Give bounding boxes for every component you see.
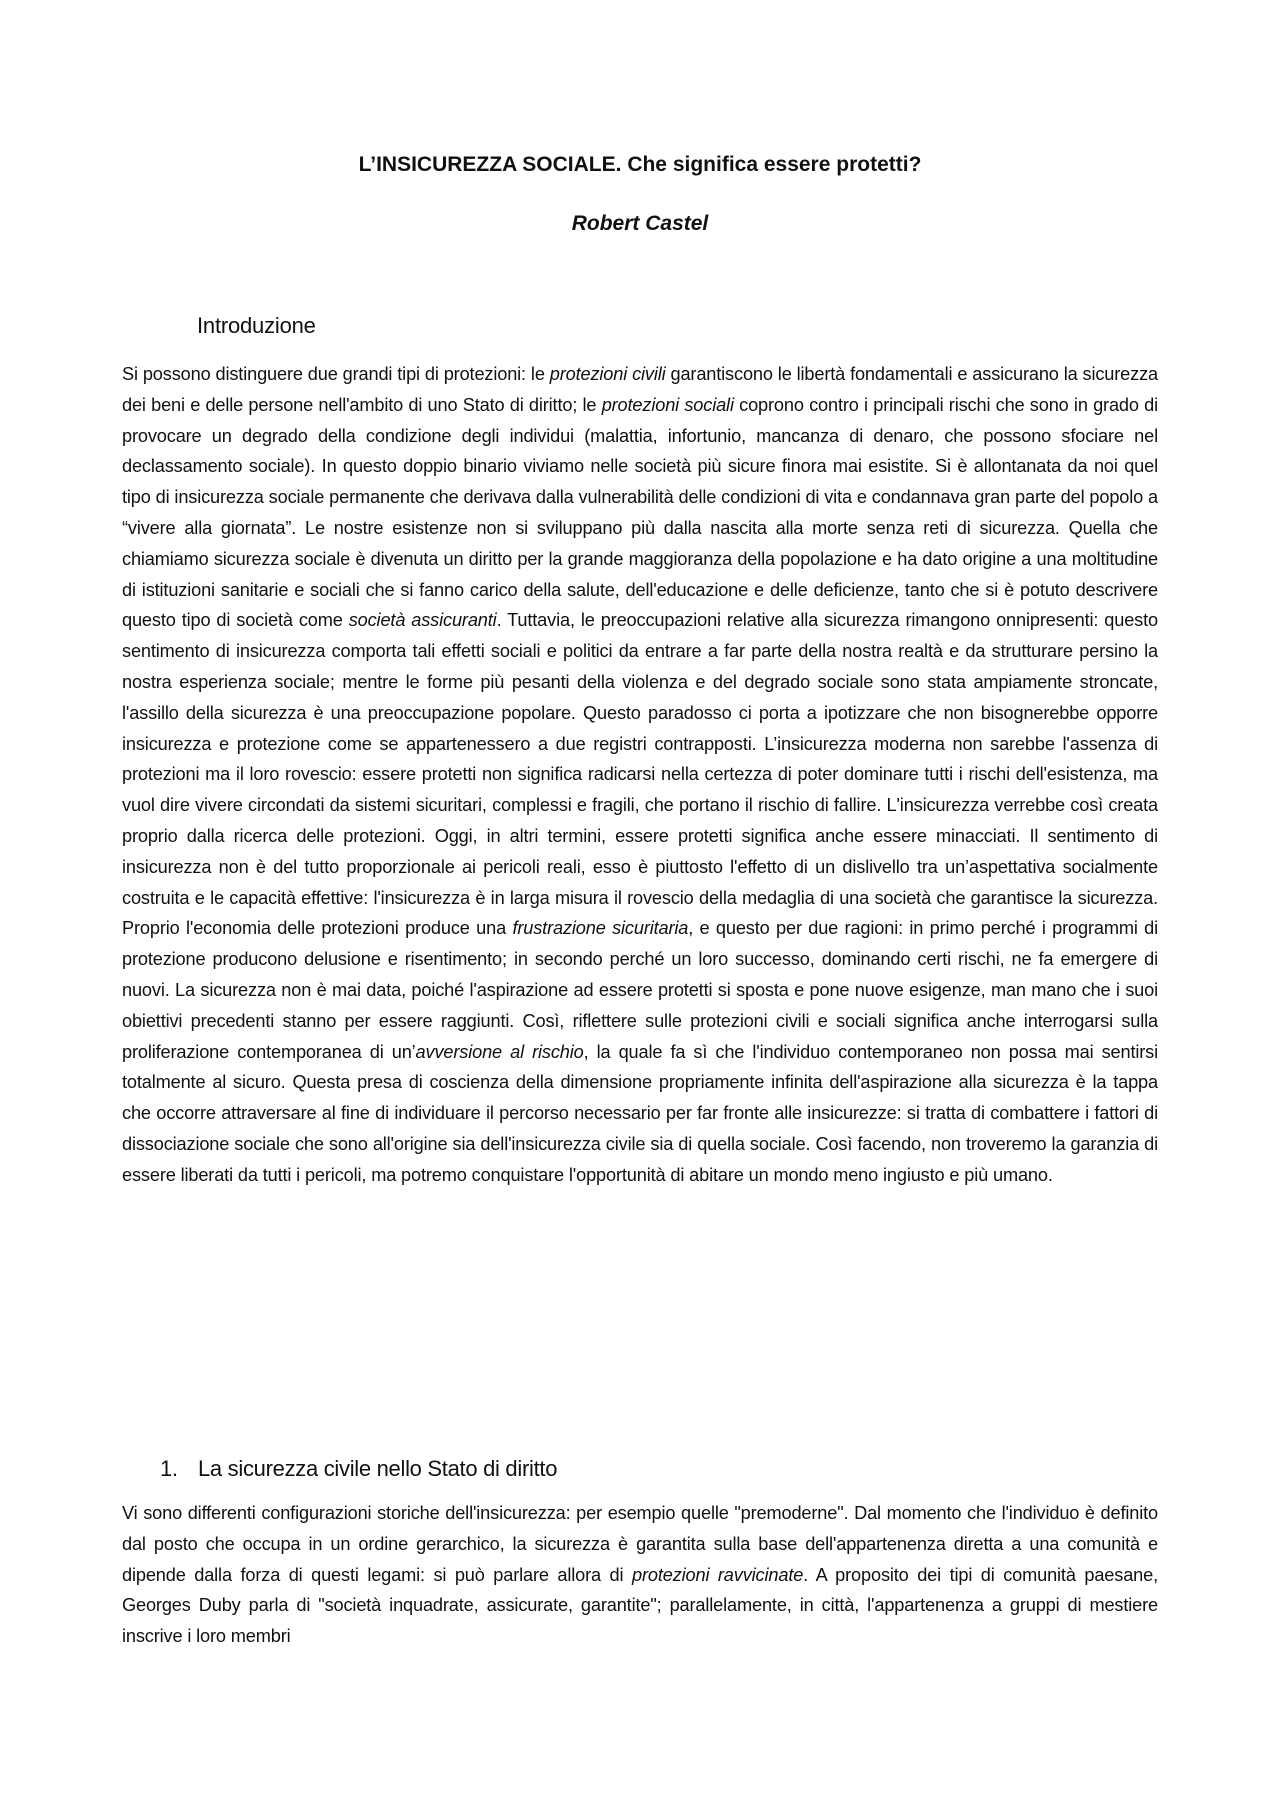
section-1-paragraph [122, 1498, 1158, 1652]
section-title: La sicurezza civile nello Stato di diritto [198, 1456, 558, 1481]
emphasis-text: frustrazione sicuritaria [512, 918, 689, 939]
text-run: garantiscono le libertà fondamentali e assicurano la sicurezza dei beni e delle persone nell'ambito di uno Stato di diritto; le [122, 364, 1158, 415]
emphasis-text: protezioni ravvicinate [631, 1564, 804, 1585]
text-run: . A proposito dei tipi di comunità paesane, Georges Duby parla di "società inquadrate, assicurate, garantite"; parallelamente, in città, l'appartenenza a gruppi di mestiere inscrive i loro membri [122, 1564, 1158, 1647]
section-number: 1. [160, 1456, 178, 1481]
text-run: Si possono distinguere due grandi tipi di protezioni: le [122, 364, 550, 384]
emphasis-text: protezioni civili [549, 364, 666, 384]
emphasis-text: società assicuranti [348, 610, 497, 631]
document-title: L’INSICUREZZA SOCIALE. Che significa essere protetti? [358, 153, 922, 176]
text-run: , la quale fa sì che l'individuo contemporaneo non possa mai sentirsi totalmente al sicuro. Questa presa di coscienza della dimensione propriamente infinita dell'aspirazione alla sicurezza è la tappa che occorre attraversare al fine di individuare il percorso necessario per far fronte alle insicurezze: si tratta di combattere i fattori di dissociazione sociale che sono all'origine sia dell'insicurezza civile sia di quella sociale. Così facendo, non troveremo la garanzia di essere liberati da tutti i pericoli, ma potremo conquistare l'opportunità di abitare un mondo meno ingiusto e più umano. [122, 1041, 1158, 1185]
document-author: Robert Castel [571, 212, 709, 235]
text-run: , e questo per due ragioni: in primo perché i programmi di protezione producono delusione e risentimento; in secondo perché un loro successo, dominando certi rischi, ne fa emergere di nuovi. La sicurezza non è mai data, poiché l'aspirazione ad essere protetti si sposta e pone nuove esigenze, man mano che i suoi obiettivi precedenti stanno per essere raggiunti. Così, riflettere sulle protezioni civili e sociali significa anche interrogarsi sulla proliferazione contemporanea di un’ [122, 918, 1158, 1062]
text-run: . Tuttavia, le preoccupazioni relative alla sicurezza rimangono onnipresenti: questo sentimento di insicurezza comporta tali effetti sociali e politici da entrare a far parte della nostra realtà e da strutturare persino la nostra esperienza sociale; mentre le forme più pesanti della violenza e del degrado sociale sono stata ampiamente stroncate, l'assillo della sicurezza è una preoccupazione popolare. Questo paradosso ci porta a ipotizzare che non bisognerebbe opporre insicurezza e protezione come se appartenessero a due registri contrapposti. L’insicurezza moderna non sarebbe l'assenza di protezioni ma il loro rovescio: essere protetti non significa radicarsi nella certezza di poter dominare tutti i rischi dell'esistenza, ma vuol dire vivere circondati da sistemi sicuritari, complessi e fragili, che portano il rischio di fallire. L'insicurezza verrebbe così creata proprio dalla ricerca delle protezioni. Oggi, in altri termini, essere protetti significa anche essere minacciati. Il sentimento di insicurezza non è del tutto proporzionale ai pericoli reali, esso è piuttosto l'effetto di un dislivello tra un’aspettativa socialmente costruita e le capacità effettive: l'insicurezza è in larga misura il rovescio della medaglia di una società che garantisce la sicurezza. Proprio l'economia delle protezioni produce una [122, 610, 1158, 939]
emphasis-text: protezioni sociali [601, 394, 734, 415]
introduction-heading: Introduzione [197, 313, 316, 338]
emphasis-text: avversione al rischio [415, 1041, 584, 1062]
section-1-heading [160, 1454, 557, 1484]
text-run: Vi sono differenti configurazioni storiche dell'insicurezza: per esempio quelle "premoderne". Dal momento che l'individuo è definito dal posto che occupa in un ordine gerarchico, la sicurezza è garantita sulla base dell'appartenenza diretta a una comunità e dipende dalla forza di questi legami: si può parlare allora di [122, 1503, 1158, 1585]
introduction-paragraph [122, 359, 1158, 1191]
text-run: coprono contro i principali rischi che sono in grado di provocare un degrado della condizione degli individui (malattia, infortunio, mancanza di denaro, che possono sfociare nel declassamento sociale). In questo doppio binario viviamo nelle società più sicure finora mai esistite. Si è allontanata da noi quel tipo di insicurezza sociale permanente che derivava dalla vulnerabilità delle condizioni di vita e condannava gran parte del popolo a “vivere alla giornata”. Le nostre esistenze non si sviluppano più dalla nascita alla morte senza reti di sicurezza. Quella che chiamiamo sicurezza sociale è divenuta un diritto per la grande maggioranza della popolazione e ha dato origine a una moltitudine di istituzioni sanitarie e sociali che si fanno carico della salute, dell'educazione e delle deficienze, tanto che si è potuto descrivere questo tipo di società come [122, 394, 1158, 631]
